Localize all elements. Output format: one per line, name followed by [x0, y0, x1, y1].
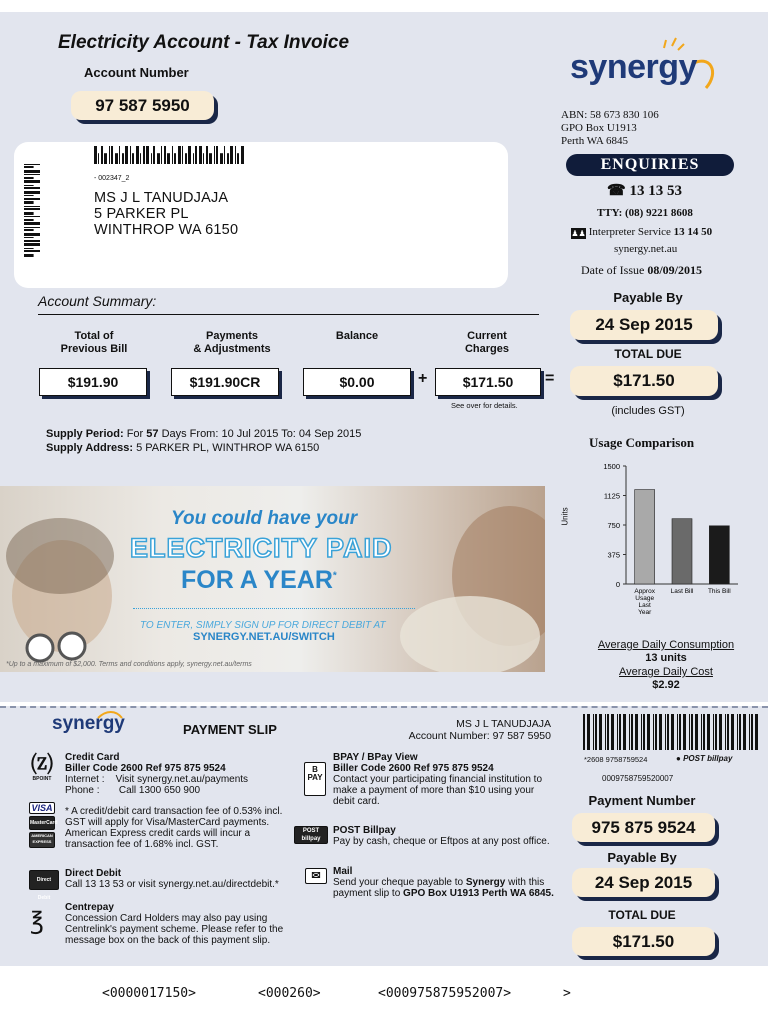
- side-barcode: [24, 164, 44, 260]
- avg-consumption-label: Average Daily Consumption: [597, 639, 735, 651]
- avg-cost: $2.92: [652, 679, 680, 691]
- enquiries-phone-row: [607, 181, 682, 200]
- address-ref: - 002347_2: [94, 175, 130, 182]
- account-number: 97 587 5950: [71, 91, 214, 120]
- promo-line2: ELECTRICITY PAID: [130, 533, 393, 563]
- cc-internet: Internet : Visit synergy.net.au/payments: [65, 774, 249, 785]
- synergy-logo: [570, 36, 730, 100]
- bar-2: [709, 526, 729, 584]
- post-text: Pay by cash, cheque or Eftpos at any post office.: [333, 836, 550, 847]
- y-tick-label: 375: [607, 550, 620, 560]
- usage-stats: [586, 639, 746, 692]
- total-prev-label: Total of Previous Bill: [60, 330, 128, 355]
- supply-period-row: [46, 427, 361, 441]
- promo-divider: [133, 608, 415, 609]
- centre-title: Centrepay: [65, 902, 114, 913]
- gst-note: (includes GST): [611, 405, 685, 417]
- payments-value: $191.90CR: [171, 368, 279, 396]
- mastercard-icon: MasterCard: [29, 816, 55, 830]
- usage-chart-svg: [596, 460, 746, 632]
- payable-date: 24 Sep 2015: [570, 310, 718, 340]
- interpreter-number: 13 14 50: [673, 226, 713, 238]
- supply-days: 57: [146, 428, 159, 440]
- micr-b: <000260>: [258, 986, 321, 1001]
- account-summary-heading: Account Summary:: [38, 293, 157, 309]
- centrepay-section: [65, 902, 289, 946]
- promo-disclaimer: *Up to a maximum of $2,000. Terms and conditions apply, synergy.net.au/terms: [6, 661, 252, 668]
- bpay-biller: Biller Code 2600 Ref 975 875 9524: [333, 763, 494, 774]
- cc-biller: Biller Code 2600 Ref 975 875 9524: [65, 763, 226, 774]
- slip-synergy-logo: synergy: [52, 713, 125, 734]
- bpay-section: [333, 752, 553, 807]
- slip-total: $171.50: [572, 927, 715, 956]
- supply-info: [46, 427, 361, 455]
- bpoint-icon: ⒵ BPOINT: [30, 752, 53, 782]
- slip-barcode: [583, 714, 759, 752]
- promo-star: *: [332, 570, 337, 582]
- post-billpay-icon: POST billpay: [294, 826, 328, 844]
- promo-line3: FOR A YEAR: [181, 566, 333, 594]
- website: synergy.net.au: [614, 243, 678, 255]
- bpay-icon: B PAY: [304, 762, 326, 796]
- supply-address: 5 PARKER PL, WINTHROP WA 6150: [136, 442, 320, 454]
- see-over-note: See over for details.: [451, 401, 518, 410]
- post-billpay-section: [333, 825, 563, 847]
- abn: ABN: 58 673 830 106: [561, 109, 659, 121]
- cc-phone: Phone : Call 1300 650 900: [65, 785, 201, 796]
- promo-line3-row: [181, 566, 337, 595]
- mail-icon: ✉: [305, 868, 327, 884]
- supply-period-dates: Days From: 10 Jul 2015 To: 04 Sep 2015: [161, 428, 362, 440]
- postbillpay-label: ● POST billpay: [676, 754, 733, 763]
- micr-c: <000975875952007>: [378, 986, 512, 1001]
- postal-barcode: [94, 146, 264, 168]
- supply-address-row: [46, 441, 361, 455]
- centre-text: Concession Card Holders may also pay using Centrelink's payment scheme. Please refer to the message box on the back of this payment slip.: [65, 913, 284, 946]
- slip-name: MS J L TANUDJAJA: [456, 718, 551, 730]
- enquiries-phone: 13 13 53: [629, 183, 682, 199]
- mail-title: Mail: [333, 866, 353, 877]
- supply-address-label: Supply Address:: [46, 442, 133, 454]
- y-tick-label: 750: [607, 521, 620, 530]
- invoice-title: Electricity Account - Tax Invoice: [58, 32, 350, 53]
- payment-number-label: Payment Number: [588, 793, 696, 808]
- address-card: [14, 142, 508, 288]
- promo-line5: SYNERGY.NET.AU/SWITCH: [193, 631, 335, 643]
- promo-line1: You could have your: [171, 508, 358, 529]
- tty: TTY: (08) 9221 8608: [597, 207, 693, 219]
- usage-chart: [596, 460, 746, 632]
- y-tick-label: 1125: [603, 491, 620, 501]
- cc-title: Credit Card: [65, 752, 120, 763]
- category-label-2: This Bill: [707, 588, 731, 595]
- centrepay-icon: ℥: [30, 908, 44, 935]
- city: Perth WA 6845: [561, 135, 629, 147]
- direct-debit-icon: Direct Debit: [29, 870, 59, 890]
- y-tick-label: 0: [615, 580, 620, 589]
- credit-card-section: [65, 752, 295, 850]
- summary-divider: [38, 314, 539, 315]
- avg-consumption: 13 units: [645, 652, 687, 664]
- bpay-title: BPAY / BPay View: [333, 752, 418, 763]
- company-address: [561, 109, 659, 148]
- issue-label: Date of Issue: [581, 263, 645, 277]
- slip-title: PAYMENT SLIP: [183, 722, 277, 737]
- customer-suburb: WINTHROP WA 6150: [94, 222, 239, 238]
- interpreter-label: Interpreter Service: [588, 226, 671, 238]
- dd-title: Direct Debit: [65, 868, 122, 879]
- micr-d: >: [563, 986, 571, 1001]
- po-box: GPO Box U1913: [561, 122, 637, 134]
- customer-name: MS J L TANUDJAJA: [94, 190, 229, 206]
- payments-label: Payments & Adjustments: [193, 330, 271, 355]
- barcode-ref: *2608 9758759524: [584, 755, 648, 764]
- bar-0: [635, 490, 655, 584]
- enquiries-heading: ENQUIRIES: [566, 154, 734, 176]
- synergy-wordmark: synergy: [570, 48, 697, 86]
- supply-period-label: Supply Period:: [46, 428, 124, 440]
- total-prev-value: $191.90: [39, 368, 147, 396]
- total-due: $171.50: [570, 366, 718, 396]
- direct-debit-section: [65, 868, 305, 890]
- slip-payable-date: 24 Sep 2015: [572, 868, 715, 897]
- payment-number: 975 875 9524: [572, 813, 715, 842]
- cc-note: * A credit/debit card transaction fee of 0.53% incl. GST will apply for Visa/MasterCard payments. American Express credit cards will incur a transaction fee of 1.68% incl. GST.: [65, 806, 283, 850]
- customer-street: 5 PARKER PL: [94, 206, 189, 222]
- current-label: Current Charges: [464, 330, 510, 355]
- plus-sign: +: [418, 370, 428, 387]
- post-title: POST Billpay: [333, 825, 396, 836]
- category-label-0: Approx: [634, 588, 655, 595]
- interpreter-row: [571, 226, 712, 239]
- micr-a: <0000017150>: [102, 986, 196, 1001]
- supply-period-pre: For: [126, 428, 144, 440]
- slip-account: Account Number: 97 587 5950: [408, 730, 551, 742]
- dd-text: Call 13 13 53 or visit synergy.net.au/directdebit.*: [65, 879, 279, 890]
- issue-date: 08/09/2015: [647, 263, 702, 277]
- avg-cost-label: Average Daily Cost: [619, 666, 713, 678]
- slip-customer: [380, 718, 551, 742]
- category-label-0: Year: [638, 609, 652, 616]
- promo-banner: [0, 486, 545, 672]
- current-value: $171.50: [435, 368, 541, 396]
- slip-total-label: TOTAL DUE: [608, 908, 676, 922]
- visa-icon: VISA: [29, 802, 55, 814]
- bpay-text: Contact your participating financial institution to make a payment of more than $10 using your debit card.: [333, 774, 543, 807]
- amex-icon: AMERICAN EXPRESS: [29, 832, 55, 848]
- balance-label: Balance: [335, 330, 379, 342]
- category-label-0: Usage: [635, 595, 655, 602]
- mail-text: Send your cheque payable to Synergy with this payment slip to GPO Box U1913 Perth WA 6845.: [333, 877, 554, 899]
- slip-payable-label: Payable By: [607, 850, 677, 865]
- chart-title: Usage Comparison: [589, 435, 695, 450]
- payable-by-label: Payable By: [613, 290, 683, 305]
- y-tick-label: 1500: [603, 462, 620, 471]
- account-number-label: Account Number: [84, 65, 189, 80]
- slip-sun-icon: [94, 708, 124, 722]
- category-label-0: Last: [638, 602, 651, 609]
- category-label-1: Last Bill: [670, 588, 694, 595]
- promo-line4: TO ENTER, SIMPLY SIGN UP FOR DIRECT DEBIT AT: [140, 620, 386, 631]
- balance-value: $0.00: [303, 368, 411, 396]
- bar-1: [672, 519, 692, 584]
- total-due-label: TOTAL DUE: [614, 347, 682, 361]
- mail-section: [333, 866, 563, 899]
- interpreter-icon: ♟♟: [571, 229, 586, 238]
- barcode-number: 0009758759520007: [602, 774, 674, 783]
- phone-icon: ☎: [607, 183, 630, 199]
- equals-sign: =: [545, 370, 555, 387]
- issue-date-row: [581, 263, 702, 278]
- chart-ylabel: Units: [560, 507, 570, 526]
